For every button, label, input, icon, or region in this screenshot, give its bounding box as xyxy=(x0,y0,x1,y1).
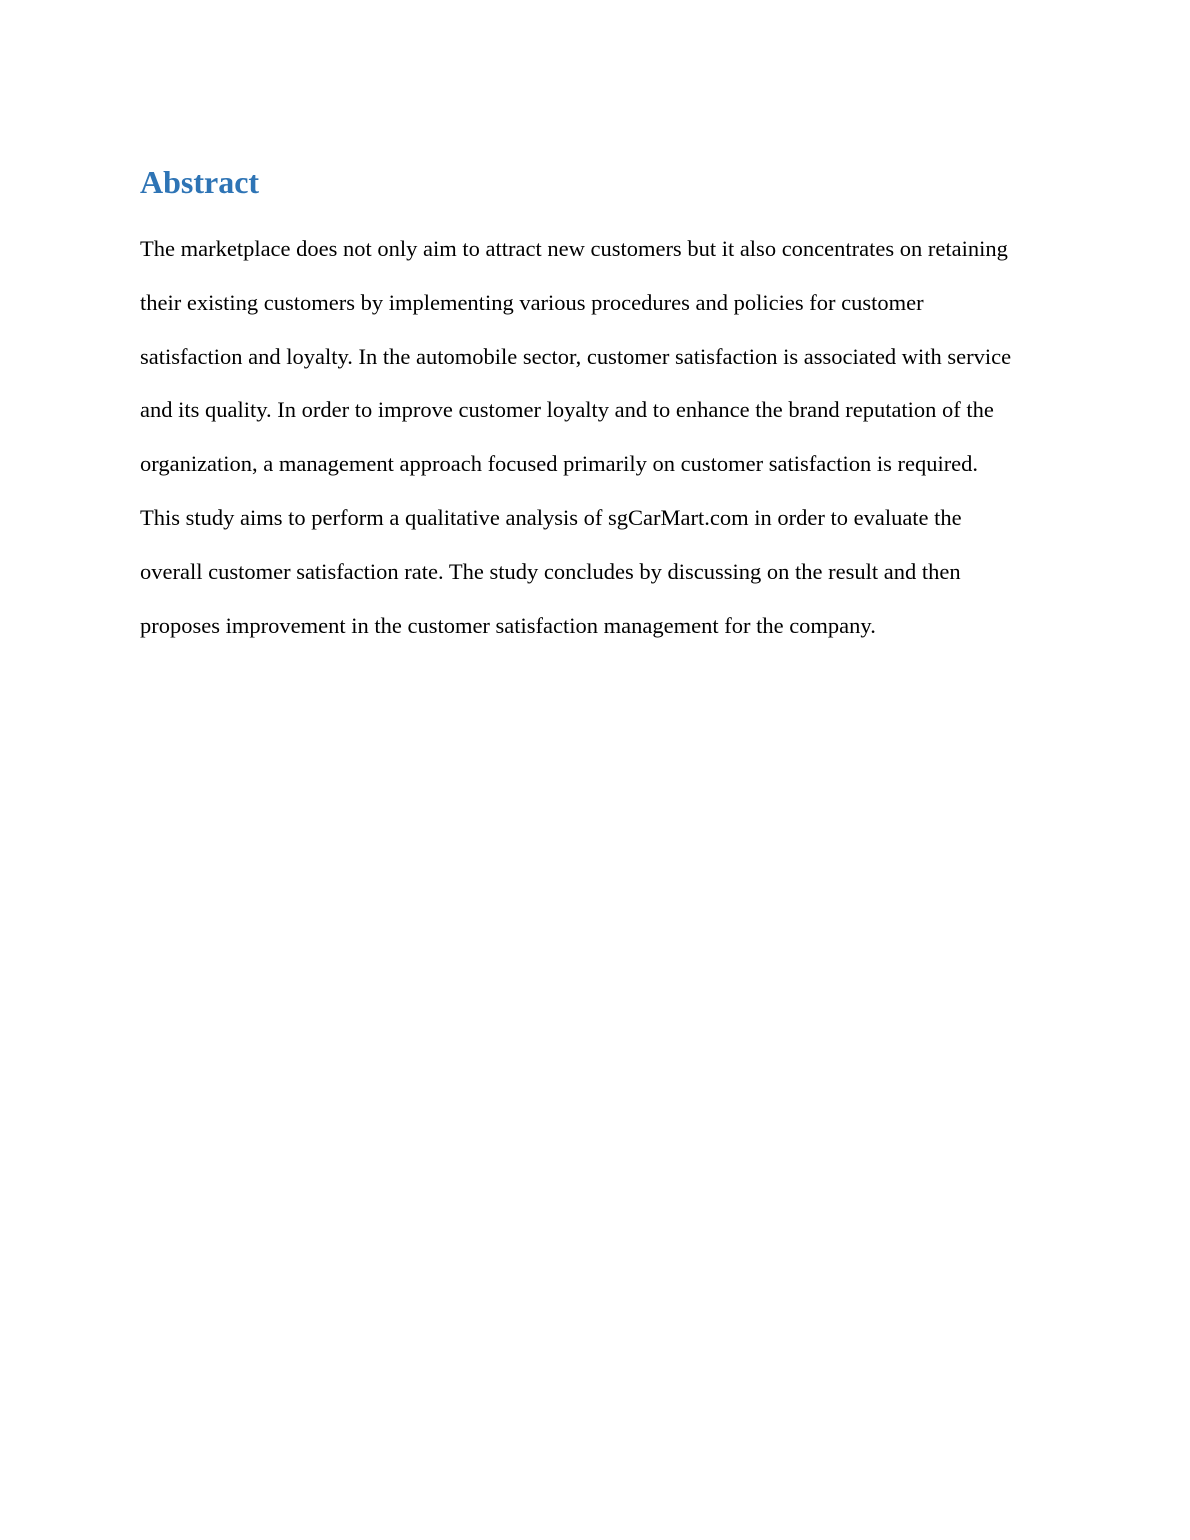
abstract-paragraph xyxy=(140,230,1060,660)
paragraph-line: satisfaction and loyalty. In the automobile sector, customer satisfaction is associated with service xyxy=(140,343,1012,369)
paragraph-line: their existing customers by implementing various procedures and policies for customer xyxy=(140,289,924,315)
paragraph-line: and its quality. In order to improve customer loyalty and to enhance the brand reputation of the xyxy=(140,397,994,423)
paragraph-line: The marketplace does not only aim to attract new customers but it also concentrates on retaining xyxy=(140,236,1008,261)
paragraph-line: proposes improvement in the customer satisfaction management for the company. xyxy=(140,612,876,638)
paragraph-line: organization, a management approach focused primarily on customer satisfaction is required. xyxy=(140,451,979,477)
abstract-heading: Abstract xyxy=(140,164,260,200)
paragraph-line: This study aims to perform a qualitative analysis of sgCarMart.com in order to evaluate the xyxy=(140,504,962,530)
paragraph-line: overall customer satisfaction rate. The study concludes by discussing on the result and then xyxy=(140,558,961,584)
